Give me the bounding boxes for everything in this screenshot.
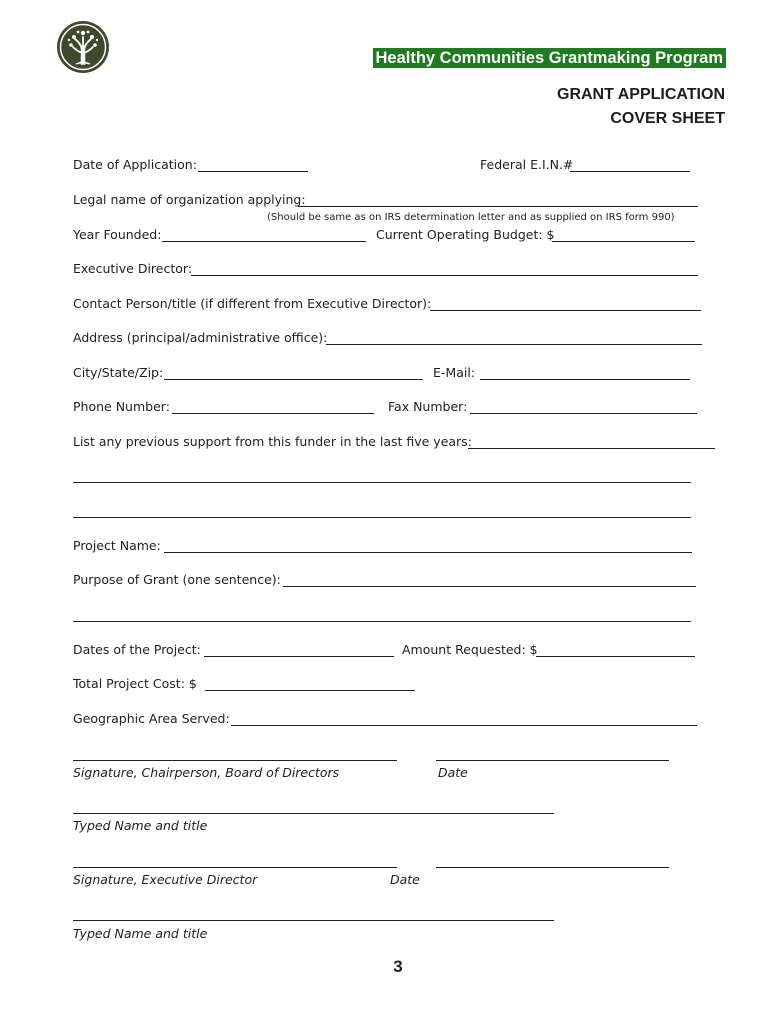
program-banner: Healthy Communities Grantmaking Program bbox=[373, 48, 727, 68]
legal-name-note: (Should be same as on IRS determination letter and as supplied on IRS form 990) bbox=[267, 212, 675, 223]
exec-date-label: Date bbox=[390, 872, 420, 887]
project-name-label: Project Name: bbox=[73, 538, 161, 553]
total-cost-field[interactable] bbox=[205, 690, 415, 691]
total-cost-label: Total Project Cost: $ bbox=[73, 676, 197, 691]
year-founded-field[interactable] bbox=[162, 241, 366, 242]
year-founded-label: Year Founded: bbox=[73, 227, 162, 242]
project-dates-label: Dates of the Project: bbox=[73, 642, 201, 657]
typed-name-label-1: Typed Name and title bbox=[73, 818, 208, 833]
chair-date-field[interactable] bbox=[436, 760, 669, 761]
geographic-area-label: Geographic Area Served: bbox=[73, 711, 230, 726]
executive-director-field[interactable] bbox=[191, 275, 698, 276]
contact-person-field[interactable] bbox=[430, 310, 701, 311]
legal-name-field[interactable] bbox=[298, 206, 698, 207]
form-subtitle: COVER SHEET bbox=[610, 110, 725, 127]
project-dates-field[interactable] bbox=[204, 656, 394, 657]
contact-person-label: Contact Person/title (if different from Executive Director): bbox=[73, 296, 432, 311]
phone-label: Phone Number: bbox=[73, 399, 170, 414]
exec-signature-field[interactable] bbox=[73, 867, 397, 868]
operating-budget-label: Current Operating Budget: $ bbox=[376, 227, 555, 242]
exec-signature-label: Signature, Executive Director bbox=[73, 872, 258, 887]
operating-budget-field[interactable] bbox=[552, 241, 695, 242]
purpose-line-2[interactable] bbox=[73, 621, 691, 622]
organization-logo bbox=[56, 20, 110, 74]
chair-date-label: Date bbox=[438, 765, 468, 780]
typed-name-field-1[interactable] bbox=[73, 813, 554, 814]
purpose-label: Purpose of Grant (one sentence): bbox=[73, 572, 281, 587]
fax-field[interactable] bbox=[470, 413, 697, 414]
project-name-field[interactable] bbox=[164, 552, 692, 553]
executive-director-label: Executive Director: bbox=[73, 261, 193, 276]
geographic-area-field[interactable] bbox=[231, 725, 697, 726]
address-field[interactable] bbox=[326, 344, 702, 345]
email-field[interactable] bbox=[480, 379, 690, 380]
previous-support-field[interactable] bbox=[468, 448, 715, 449]
city-state-zip-label: City/State/Zip: bbox=[73, 365, 164, 380]
fax-label: Fax Number: bbox=[388, 399, 468, 414]
address-label: Address (principal/administrative office): bbox=[73, 330, 328, 345]
chair-signature-field[interactable] bbox=[73, 760, 397, 761]
amount-requested-field[interactable] bbox=[536, 656, 695, 657]
email-label: E-Mail: bbox=[433, 365, 476, 380]
city-state-zip-field[interactable] bbox=[164, 379, 423, 380]
legal-name-label: Legal name of organization applying: bbox=[73, 192, 306, 207]
typed-name-field-2[interactable] bbox=[73, 920, 554, 921]
amount-requested-label: Amount Requested: $ bbox=[402, 642, 538, 657]
purpose-field[interactable] bbox=[283, 586, 696, 587]
phone-field[interactable] bbox=[172, 413, 374, 414]
page-number: 3 bbox=[393, 957, 403, 976]
previous-support-line-2[interactable] bbox=[73, 482, 691, 483]
tree-icon bbox=[56, 20, 110, 74]
previous-support-line-3[interactable] bbox=[73, 517, 691, 518]
typed-name-label-2: Typed Name and title bbox=[73, 926, 208, 941]
exec-date-field[interactable] bbox=[436, 867, 669, 868]
federal-ein-field[interactable] bbox=[570, 171, 690, 172]
federal-ein-label: Federal E.I.N.# bbox=[480, 157, 574, 172]
previous-support-label: List any previous support from this funder in the last five years: bbox=[73, 434, 472, 449]
date-of-application-field[interactable] bbox=[198, 171, 308, 172]
chair-signature-label: Signature, Chairperson, Board of Directors bbox=[73, 765, 340, 780]
date-of-application-label: Date of Application: bbox=[73, 157, 197, 172]
form-title: GRANT APPLICATION bbox=[557, 86, 725, 103]
